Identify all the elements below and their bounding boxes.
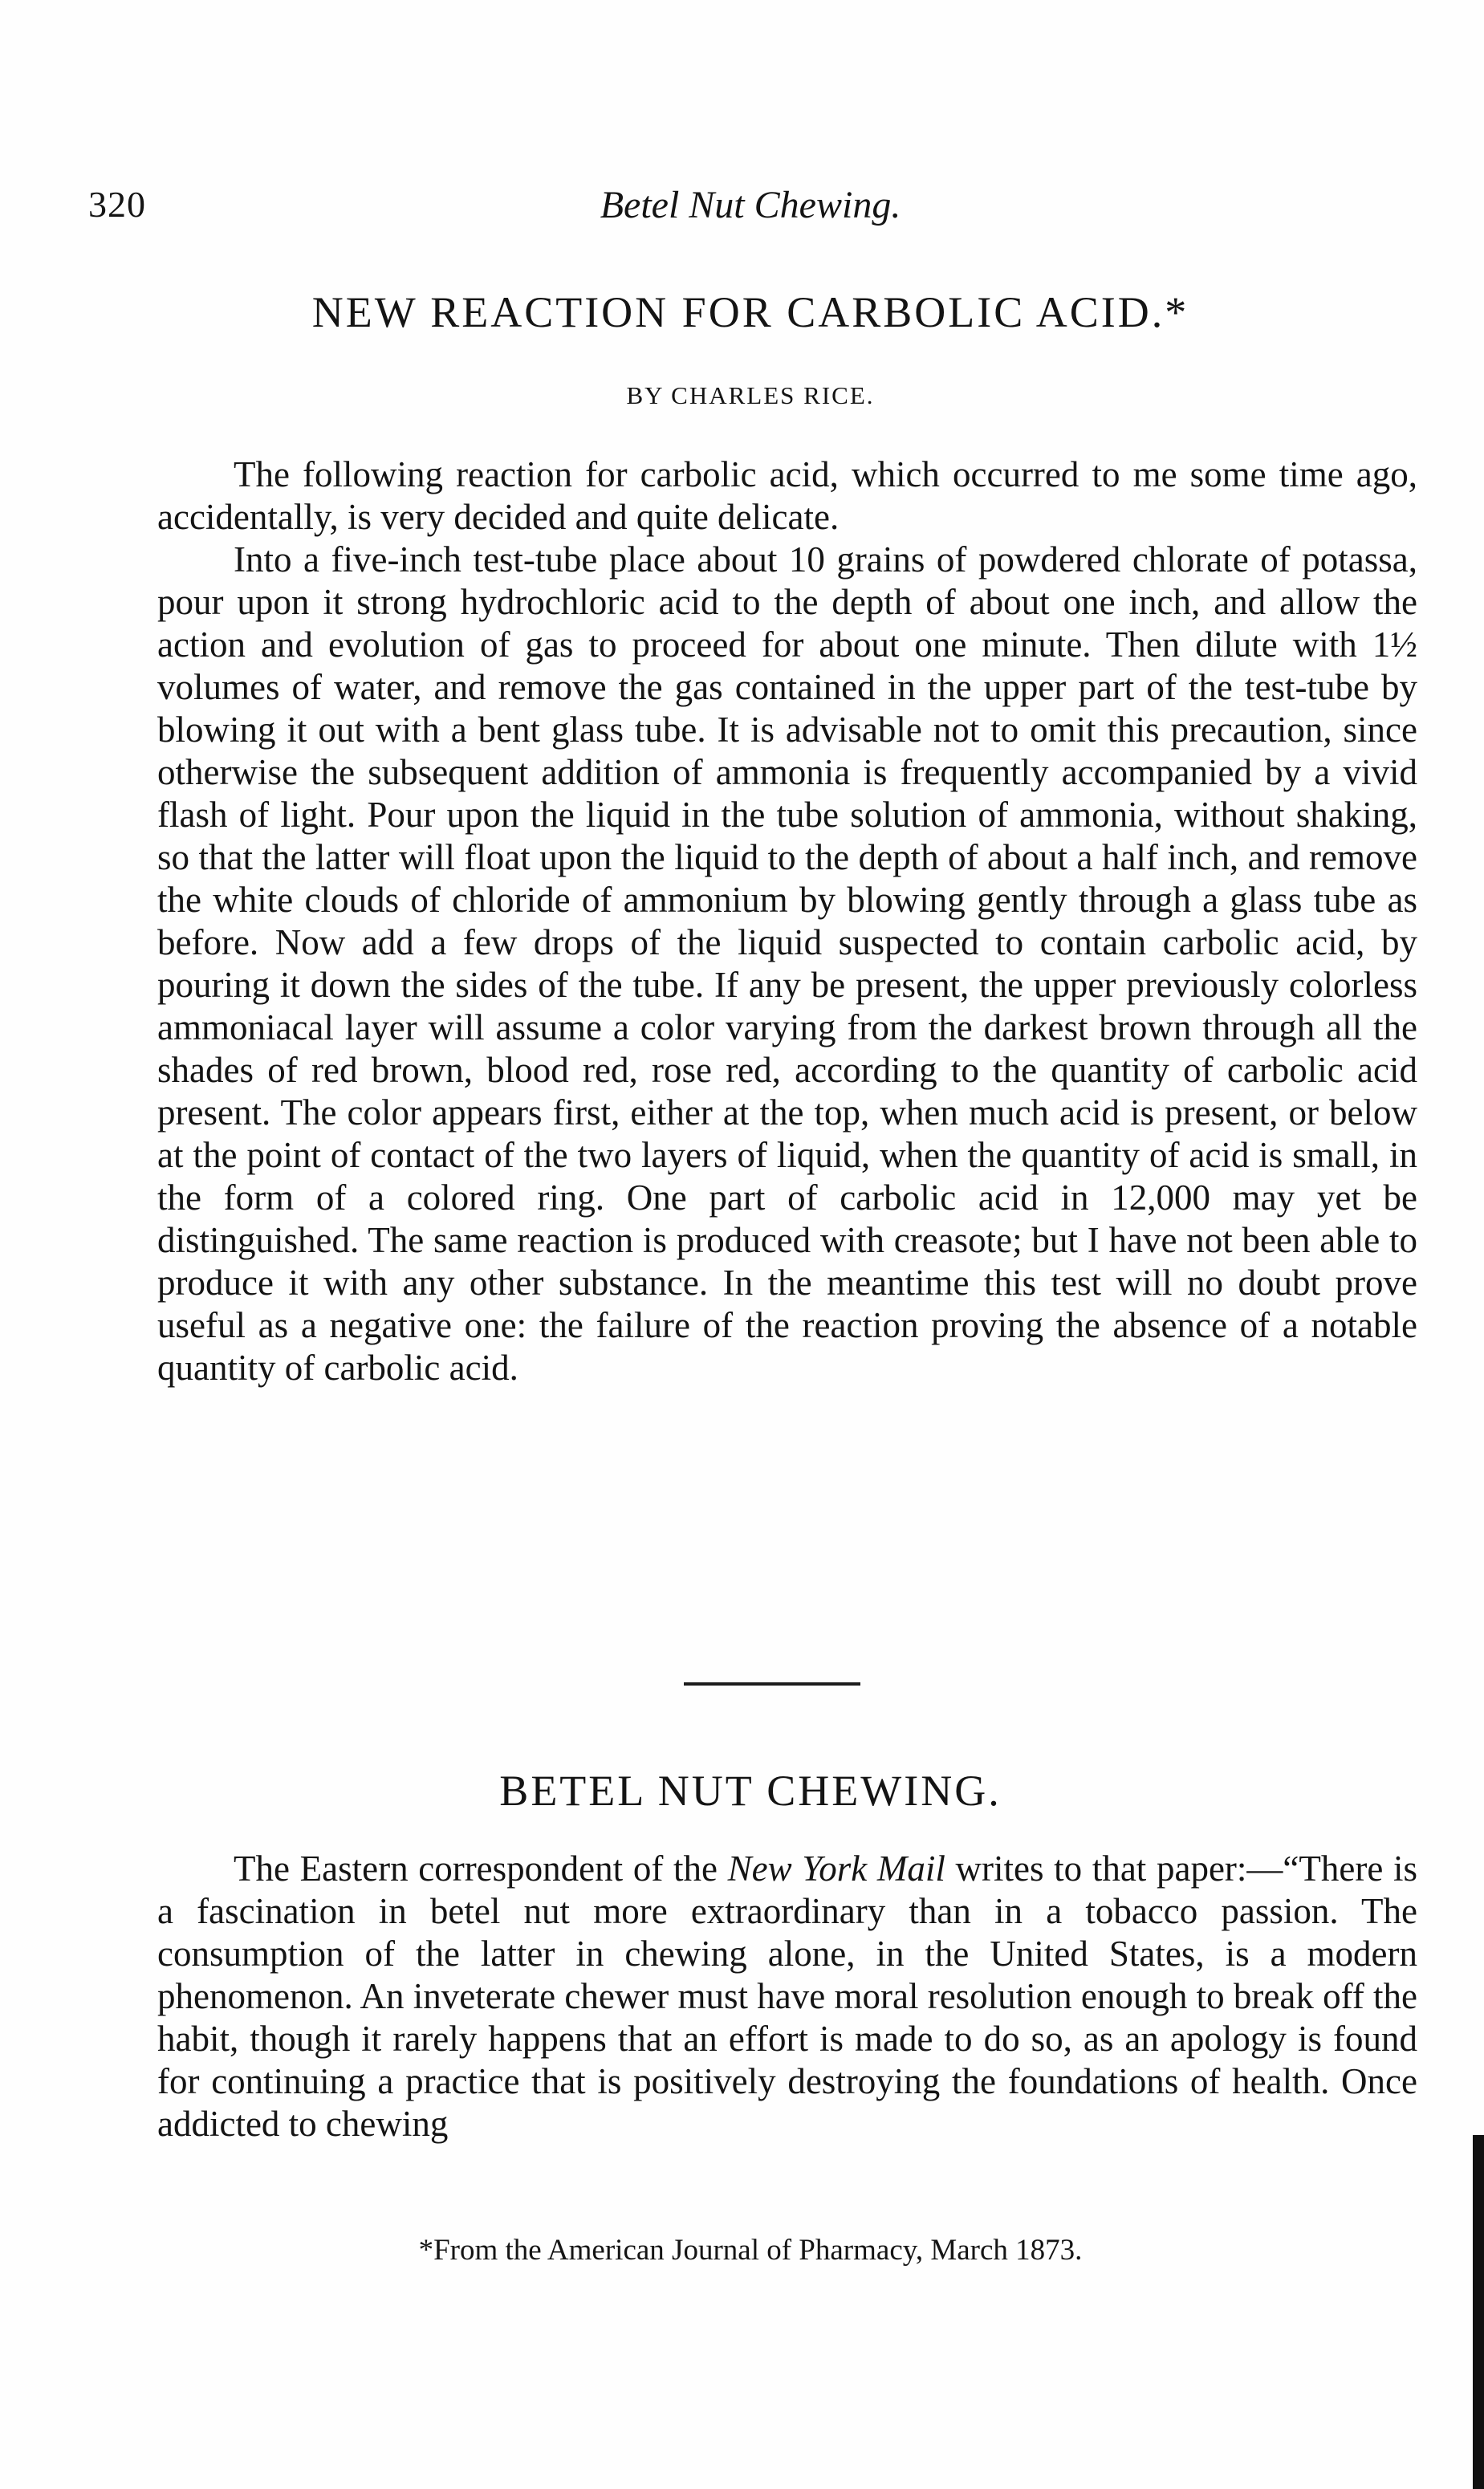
paragraph: The following reaction for carbolic acid, which occurred to me some time ago, accidentally, is very decided and quite delicate. <box>157 454 1417 537</box>
paragraph-rest: writes to that paper:—“There is a fascination in betel nut more extraordinary than in a tobacco passion. The consumption of the latter in chewing alone, in the United States, is a modern phenomenon. An inveterate chewer must have moral resolution enough to break off the habit, though it rarely happens that an effort is made to do so, as an apology is found for continuing a practice that is positively destroying the foundations of health. Once addicted to chewing <box>157 1848 1417 2144</box>
byline: BY CHARLES RICE. <box>626 381 875 409</box>
paragraph <box>157 1848 1417 2145</box>
article-body-betel-nut <box>157 1848 1417 2145</box>
running-title: Betel Nut Chewing. <box>600 184 901 226</box>
paragraph: Into a five-inch test-tube place about 10 grains of powdered chlorate of potassa, pour upon it strong hydrochloric acid to the depth of about one inch, and allow the action and evolution of gas to proceed for about one minute. Then dilute with 1½ volumes of water, and remove the gas contained in the upper part of the test-tube by blowing it out with a bent glass tube. It is advisable not to omit this precaution, since otherwise the subsequent addition of ammonia is frequently accompanied by a vivid flash of light. Pour upon the liquid in the tube solution of ammonia, without shaking, so that the latter will float upon the liquid to the depth of about a half inch, and remove the white clouds of chloride of ammonium by blowing gently through a glass tube as before. Now add a few drops of the liquid suspected to contain carbolic acid, by pouring it down the sides of the tube. If any be present, the upper previously colorless ammoniacal layer will assume a color varying from the darkest brown through all the shades of red brown, blood red, rose red, according to the quantity of carbolic acid present. The color appears first, either at the top, when much acid is present, or below at the point of contact of the two layers of liquid, when the quantity of acid is small, in the form of a colored ring. One part of carbolic acid in 12,000 may yet be distinguished. The same reaction is produced with creasote; but I have not been able to produce it with any other substance. In the meantime this test will no doubt prove useful as a negative one: the failure of the reaction proving the absence of a notable quantity of carbolic acid. <box>157 539 1417 1388</box>
page-number: 320 <box>88 184 146 225</box>
section-divider <box>684 1682 860 1686</box>
article-title-carbolic-acid: NEW REACTION FOR CARBOLIC ACID.* <box>311 288 1189 336</box>
article-body-carbolic-acid <box>157 453 1417 1389</box>
running-head <box>88 183 1413 231</box>
article-title-betel-nut: BETEL NUT CHEWING. <box>499 1767 1002 1815</box>
paragraph-lead: The Eastern correspondent of the <box>234 1848 728 1889</box>
page-edge-shadow <box>1473 2135 1484 2489</box>
footnote: *From the American Journal of Pharmacy, March 1873. <box>418 2234 1083 2267</box>
publication-name: New York Mail <box>727 1848 945 1889</box>
